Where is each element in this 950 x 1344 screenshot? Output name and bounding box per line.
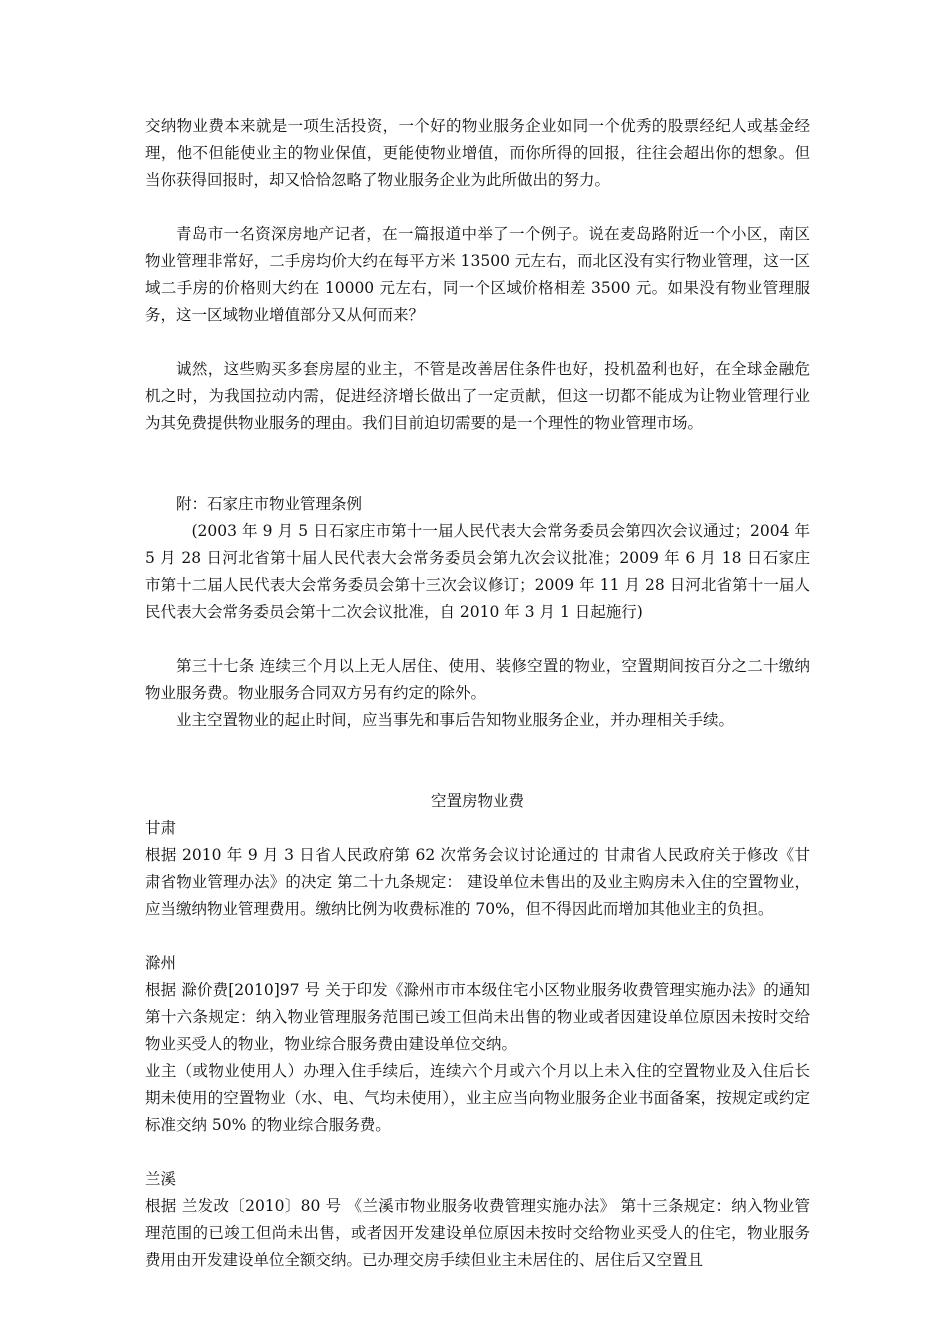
- region-name: 滁州: [145, 954, 177, 972]
- region-text: 业主（或物业使用人）办理入住手续后，连续六个月或六个月以上未入住的空置物业及入住后长期未使用的空置物业（水、电、气均未使用），业主应当向物业服务企业书面备案，按规定或约定标准交纳 50% 的物业综合服务费。: [145, 1062, 810, 1134]
- spacer: [145, 923, 810, 950]
- region-name: 兰溪: [145, 1170, 177, 1188]
- region-chuzhou: [145, 950, 810, 1139]
- paragraph-qingdao-example: 青岛市一名资深房地产记者，在一篇报道中举了一个例子。说在麦岛路附近一个小区，南区物业管理非常好，二手房均价大约在每平方米 13500 元左右，而北区没有实行物业管理，这一区域二手房的价格则大约在 10000 元左右，同一个区域价格相差 3500 元。如果没有物业管理服务，这一区域物业增值部分又从何而来？: [145, 225, 810, 324]
- spacer: [145, 194, 810, 221]
- region-text: 根据 2010 年 9 月 3 日省人民政府第 62 次常务会议讨论通过的 甘肃省人民政府关于修改《甘肃省物业管理办法》的决定 第二十九条规定： 建设单位未售出的及业主购房未入住的空置物业，应当缴纳物业管理费用。缴纳比例为收费标准的 70%，但不得因此而增加其他业主的负担。: [145, 846, 810, 918]
- region-text: 根据 兰发改〔2010〕80 号 《兰溪市物业服务收费管理实施办法》 第十三条规定：纳入物业管理范围的已竣工但尚未出售，或者因开发建设单位原因未按时交给物业买受人的住宅，物业服务费用由开发建设单位全额交纳。已办理交房手续但业主未居住的、居住后又空置且: [145, 1197, 810, 1269]
- spacer: [145, 437, 810, 491]
- region-gansu: [145, 815, 810, 923]
- region-text: 根据 滁价费[2010]97 号 关于印发《滁州市市本级住宅小区物业服务收费管理实施办法》的通知 第十六条规定：纳入物业管理服务范围已竣工但尚未出售的物业或者因建设单位原因未按时交给物业买受人的物业，物业综合服务费由建设单位交纳。: [145, 981, 810, 1053]
- appendix-note: (2003 年 9 月 5 日石家庄市第十一届人民代表大会常务委员会第四次会议通过；2004 年 5 月 28 日河北省第十届人民代表大会常务委员会第九次会议批准；2009 年 6 月 18 日石家庄市第十二届人民代表大会常务委员会第十三次会议修订；2009 年 11 月 28 日河北省第十一届人民代表大会常务委员会第十二次会议批准，自 2010 年 3 月 1 日起施行): [145, 522, 810, 621]
- article-37-note: 业主空置物业的起止时间，应当事先和事后告知物业服务企业，并办理相关手续。: [176, 711, 735, 729]
- region-lanxi: [145, 1166, 810, 1274]
- spacer: [145, 1139, 810, 1166]
- paragraph-investment: 交纳物业费本来就是一项生活投资，一个好的物业服务企业如同一个优秀的股票经纪人或基金经理，他不但能使业主的物业保值，更能使物业增值，而你所得的回报，往往会超出你的想象。但当你获得回报时，却又恰恰忽略了物业服务企业为此所做出的努力。: [145, 117, 810, 189]
- appendix-title: 附：石家庄市物业管理条例: [176, 495, 363, 513]
- spacer: [145, 329, 810, 356]
- region-name: 甘肃: [145, 819, 177, 837]
- section-title: 空置房物业费: [430, 792, 524, 810]
- spacer: [145, 734, 810, 788]
- article-37: 第三十七条 连续三个月以上无人居住、使用、装修空置的物业，空置期间按百分之二十缴纳物业服务费。物业服务合同双方另有约定的除外。: [145, 657, 810, 702]
- paragraph-conclusion: 诚然，这些购买多套房屋的业主，不管是改善居住条件也好，投机盈利也好，在全球金融危机之时，为我国拉动内需，促进经济增长做出了一定贡献，但这一切都不能成为让物业管理行业为其免费提供物业服务的理由。我们目前迫切需要的是一个理性的物业管理市场。: [145, 360, 810, 432]
- spacer: [145, 626, 810, 653]
- document-page: [145, 113, 810, 1274]
